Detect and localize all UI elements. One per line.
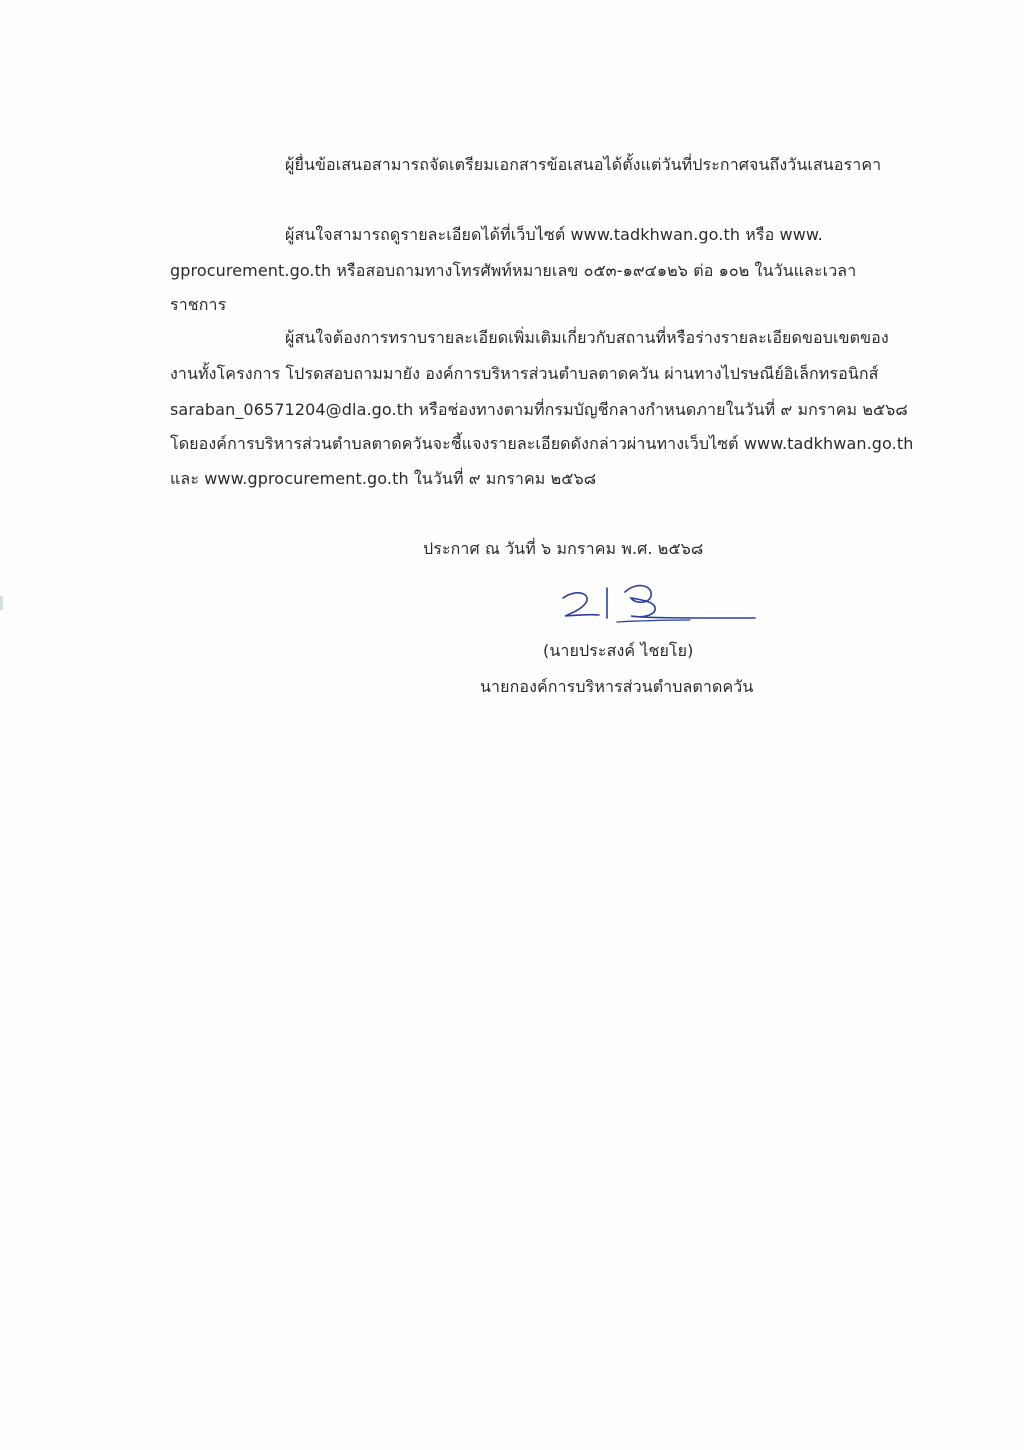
paragraph-3-line-3: saraban_06571204@dla.go.th หรือช่องทางตามที่กรมบัญชีกลางกำหนดภายในวันที่ ๙ มกราคม ๒๕๖๘ bbox=[170, 400, 908, 419]
signer-name: (นายประสงค์ ไชยโย) bbox=[543, 641, 694, 660]
paragraph-2-line-1: ผู้สนใจสามารถดูรายละเอียดได้ที่เว็บไซต์ www.tadkhwan.go.th หรือ www. bbox=[285, 225, 823, 244]
paragraph-3-line-2: งานทั้งโครงการ โปรดสอบถามมายัง องค์การบริหารส่วนตำบลตาดควัน ผ่านทางไปรษณีย์อิเล็กทรอนิกส์ bbox=[170, 364, 879, 383]
paragraph-3-line-5: และ www.gprocurement.go.th ในวันที่ ๙ มกราคม ๒๕๖๘ bbox=[170, 469, 597, 488]
signer-title: นายกองค์การบริหารส่วนตำบลตาดควัน bbox=[480, 677, 754, 696]
paragraph-1-line-1: ผู้ยื่นข้อเสนอสามารถจัดเตรียมเอกสารข้อเสนอได้ตั้งแต่วันที่ประกาศจนถึงวันเสนอราคา bbox=[285, 155, 882, 174]
paragraph-2-line-3: ราชการ bbox=[170, 295, 227, 314]
announcement-date: ประกาศ ณ วันที่ ๖ มกราคม พ.ศ. ๒๕๖๘ bbox=[423, 539, 704, 558]
paragraph-3-line-4: โดยองค์การบริหารส่วนตำบลตาดควันจะชี้แจงรายละเอียดดังกล่าวผ่านทางเว็บไซต์ www.tadkhwan.go.th bbox=[170, 434, 914, 453]
scan-artifact bbox=[0, 596, 3, 610]
signature-image bbox=[555, 578, 765, 628]
paragraph-2-line-2: gprocurement.go.th หรือสอบถามทางโทรศัพท์หมายเลข ๐๕๓-๑๙๔๑๒๖ ต่อ ๑๐๒ ในวันและเวลา bbox=[170, 261, 857, 280]
paragraph-3-line-1: ผู้สนใจต้องการทราบรายละเอียดเพิ่มเติมเกี่ยวกับสถานที่หรือร่างรายละเอียดขอบเขตของ bbox=[285, 328, 889, 347]
